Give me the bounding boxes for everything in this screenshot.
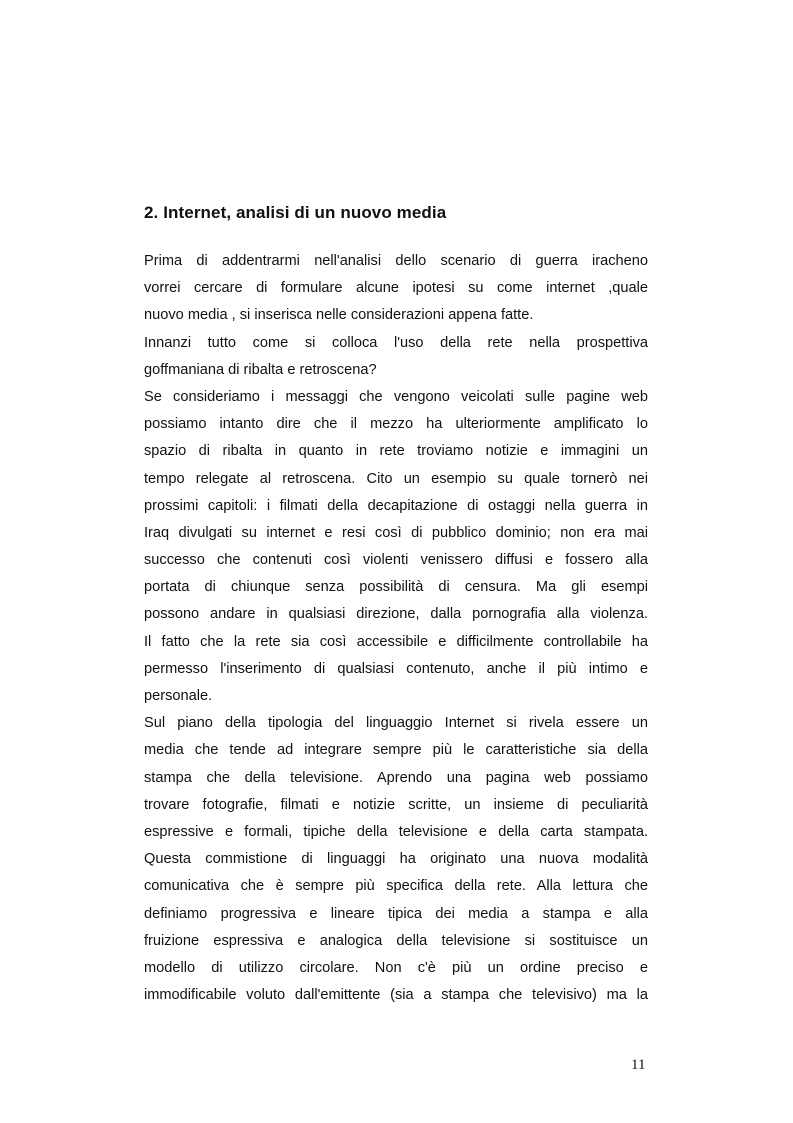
text-line: permesso l'inserimento di qualsiasi contenuto, anche il più intimo e [144,660,648,677]
text-line: Iraq divulgati su internet e resi così di pubblico dominio; non era mai [144,524,648,541]
text-line: comunicativa che è sempre più specifica della rete. Alla lettura che [144,878,648,895]
text-line: Questa commistione di linguaggi ha originato una nuova modalità [144,851,648,868]
text-line: tempo relegate al retroscena. Cito un esempio su quale tornerò nei [144,470,648,487]
text-line: spazio di ribalta in quanto in rete troviamo notizie e immagini un [144,443,648,460]
text-line: media che tende ad integrare sempre più le caratteristiche sia della [144,742,648,759]
text-line: fruizione espressiva e analogica della televisione si sostituisce un [144,932,648,949]
text-line: Sul piano della tipologia del linguaggio Internet si rivela essere un [144,715,648,732]
text-line: possiamo intanto dire che il mezzo ha ulteriormente amplificato lo [144,416,648,433]
text-line: nuovo media , si inserisca nelle considerazioni appena fatte. [144,307,534,324]
text-line: Il fatto che la rete sia così accessibile e difficilmente controllabile ha [144,633,648,650]
text-line: portata di chiunque senza possibilità di censura. Ma gli esempi [144,579,648,596]
text-line: Innanzi tutto come si colloca l'uso della rete nella prospettiva [144,334,648,351]
text-line: goffmaniana di ribalta e retroscena? [144,361,377,378]
text-line: trovare fotografie, filmati e notizie scritte, un insieme di peculiarità [144,796,648,813]
text-line: successo che contenuti così violenti venissero diffusi e fossero alla [144,552,648,569]
text-line: prossimi capitoli: i filmati della decapitazione di ostaggi nella guerra in [144,497,648,514]
text-line: Se consideriamo i messaggi che vengono veicolati sulle pagine web [144,388,648,405]
body-paragraphs [144,248,648,1009]
page-number: 11 [631,1057,646,1073]
section-heading: 2. Internet, analisi di un nuovo media [144,203,447,222]
text-line: possono andare in qualsiasi direzione, dalla pornografia alla violenza. [144,606,648,623]
text-line: vorrei cercare di formulare alcune ipotesi su come internet ,quale [144,280,648,297]
text-line: modello di utilizzo circolare. Non c'è più un ordine preciso e [144,959,648,976]
text-line: immodificabile voluto dall'emittente (sia a stampa che televisivo) ma la [144,987,648,1004]
text-line: stampa che della televisione. Aprendo una pagina web possiamo [144,769,648,786]
text-line: personale. [144,688,213,704]
text-line: espressive e formali, tipiche della televisione e della carta stampata. [144,823,648,840]
text-line: Prima di addentrarmi nell'analisi dello scenario di guerra iracheno [144,253,648,269]
text-line: definiamo progressiva e lineare tipica dei media a stampa e alla [144,905,648,922]
